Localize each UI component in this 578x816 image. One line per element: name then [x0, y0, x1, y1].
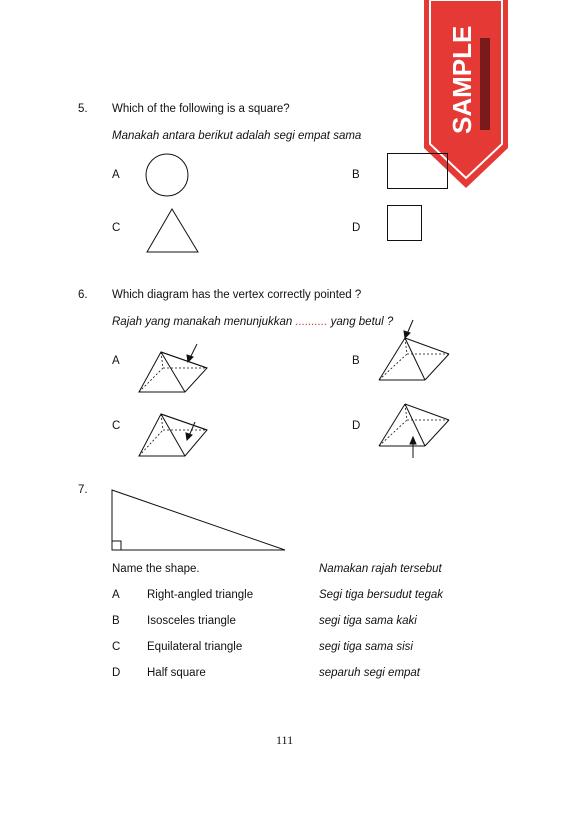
q7-answer-a-text: Right-angled triangle	[147, 589, 254, 601]
q6-translation-part1: Rajah yang manakah menunjukkan	[112, 316, 293, 328]
q7-answer-b-translation: segi tiga sama kaki	[319, 615, 417, 627]
q5-question: Which of the following is a square?	[112, 103, 290, 115]
q7-answer-d-text: Half square	[147, 667, 206, 679]
q7-prompt-translation: Namakan rajah tersebut	[319, 563, 442, 575]
q6-option-b-pyramid	[377, 318, 453, 384]
sample-banner-text: SAMPLE	[447, 25, 477, 134]
q7-answer-c-translation: segi tiga sama sisi	[319, 641, 413, 653]
q6-option-c-pyramid	[137, 408, 213, 460]
q6-option-d-label: D	[352, 420, 361, 432]
q6-option-c-label: C	[112, 420, 121, 432]
q6-option-a-label: A	[112, 355, 120, 367]
q6-option-d-pyramid	[377, 402, 453, 460]
q5-option-a-circle	[146, 154, 190, 198]
q6-number: 6.	[78, 289, 88, 301]
q5-option-c-label: C	[112, 222, 121, 234]
q7-prompt: Name the shape.	[112, 563, 200, 575]
q5-number: 5.	[78, 103, 88, 115]
q6-question: Which diagram has the vertex correctly pointed ?	[112, 289, 362, 301]
q5-option-d-square	[387, 205, 423, 242]
q5-option-a-label: A	[112, 169, 120, 181]
q7-answer-d-letter: D	[112, 667, 121, 679]
q5-translation: Manakah antara berikut adalah segi empat sama	[112, 130, 362, 142]
q6-translation	[112, 316, 393, 328]
q6-option-b-label: B	[352, 355, 360, 367]
q7-right-triangle	[110, 489, 288, 553]
q7-answer-b-text: Isosceles triangle	[147, 615, 236, 627]
q7-number: 7.	[78, 484, 88, 496]
page-number: 111	[276, 733, 294, 747]
q5-option-b-label: B	[352, 169, 360, 181]
q7-answer-a-letter: A	[112, 589, 120, 601]
q7-answer-b-letter: B	[112, 615, 120, 627]
q5-option-d-label: D	[352, 222, 361, 234]
q6-translation-part2: yang betul ?	[330, 316, 394, 328]
q7-answer-c-text: Equilateral triangle	[147, 641, 243, 653]
q6-option-a-pyramid	[137, 340, 213, 396]
q5-option-c-triangle	[146, 208, 200, 254]
q7-answer-a-translation: Segi tiga bersudut tegak	[319, 589, 444, 601]
q6-translation-blank: ..........	[295, 316, 328, 328]
q7-answer-d-translation: separuh segi empat	[319, 667, 421, 679]
q5-option-b-rectangle	[387, 153, 449, 190]
q7-answer-c-letter: C	[112, 641, 121, 653]
